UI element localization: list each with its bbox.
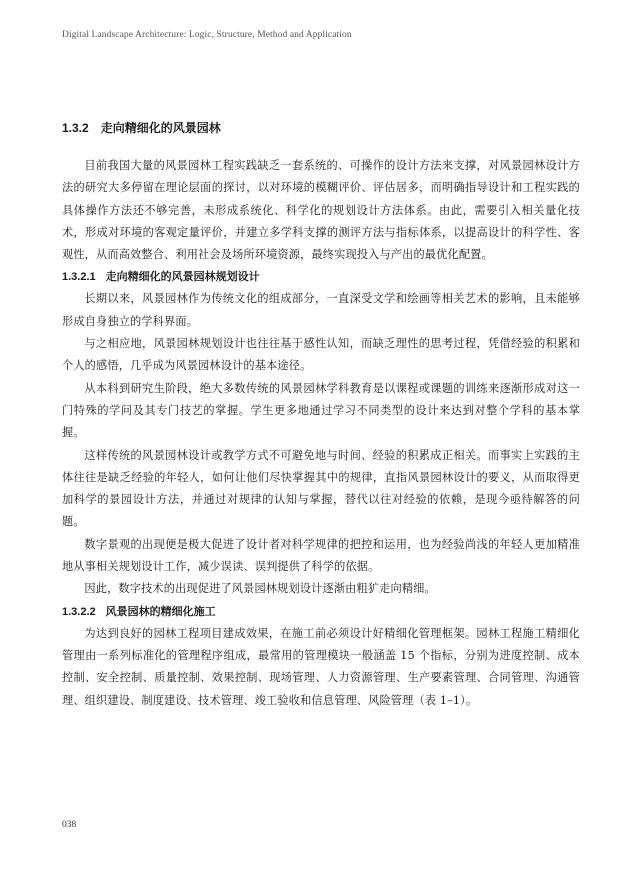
paragraph: 与之相应地，风景园林规划设计也往往基于感性认知，而缺乏理性的思考过程，凭借经验的积累和个人的感悟，几乎成为风景园林设计的基本途径。 <box>62 337 580 373</box>
paragraph: 数字景观的出现便是极大促进了设计者对科学规律的把控和运用，也为经验尚浅的年轻人更加精准地从事相关规划设计工作，减少误读、误判提供了科学的依据。 <box>62 537 580 574</box>
running-header: Digital Landscape Architecture: Logic, Structure, Method and Application <box>62 30 352 40</box>
section-number: 1.3.2 <box>62 121 89 135</box>
page-number: 038 <box>62 820 77 830</box>
subsection-title-2: 风景园林的精细化施工 <box>105 604 216 618</box>
section-heading <box>62 118 580 138</box>
paragraph: 长期以来，风景园林作为传统文化的组成部分，一直深受文学和绘画等相关艺术的影响，且未能够形成自身独立的学科界面。 <box>62 292 580 328</box>
subsection-number-1: 1.3.2.1 <box>62 271 96 284</box>
section-title: 走向精细化的风景园林 <box>100 121 221 135</box>
subsection-heading-2 <box>62 601 580 623</box>
paragraph: 从本科到研究生阶段，绝大多数传统的风景园林学科教育是以课程或课题的训练来逐渐形成对这一门特殊的学问及其专门技艺的掌握。学生更多地通过学习不同类型的设计来达到对整个学科的基本掌握。 <box>62 381 580 440</box>
page-body <box>62 118 580 712</box>
section-intro-paragraph: 目前我国大量的风景园林工程实践缺乏一套系统的、可操作的设计方法来支撑，对风景园林设计方法的研究大多停留在理论层面的探讨，以对环境的模糊评价、评估居多，而明确指导设计和工程实践的具体操作方法还不够完善，未形成系统化、科学化的规划设计方法体系。由此，需要引入相关量化技术，形成对环境的客观定量评价，并建立多学科支撑的测评方法与指标体系，以提高设计的科学性、客观性，从而高效整合、利用社会及场所环境资源，最终实现投入与产出的最优化配置。 <box>62 159 580 262</box>
subsection-number-2: 1.3.2.2 <box>62 605 96 618</box>
subsection-title-1: 走向精细化的风景园林规划设计 <box>105 270 260 284</box>
paragraph: 因此，数字技术的出现促进了风景园林规划设计逐渐由粗犷走向精细。 <box>84 582 436 596</box>
paragraph: 为达到良好的园林工程项目建成效果，在施工前必须设计好精细化管理框架。园林工程施工精细化管理由一系列标准化的管理程序组成，最常用的管理模块一般涵盖 15 个指标，分别为进度控制、成本控制、安全控制、质量控制、效果控制、现场管理、人力资源管理、生产要素管理、合同管理、沟通管理、组织建设、制度建设、技术管理、竣工验收和信息管理、风险管理（表 1–1）。 <box>62 626 580 707</box>
paragraph: 这样传统的风景园林设计或教学方式不可避免地与时间、经验的积累成正相关。而事实上实践的主体往往是缺乏经验的年轻人，如何让他们尽快掌握其中的规律，直指风景园林设计的要义，从而取得更加科学的景园设计方法，并通过对规律的认知与掌握，替代以往对经验的依赖，是现今亟待解答的问题。 <box>62 448 580 529</box>
subsection-heading-1 <box>62 266 580 288</box>
